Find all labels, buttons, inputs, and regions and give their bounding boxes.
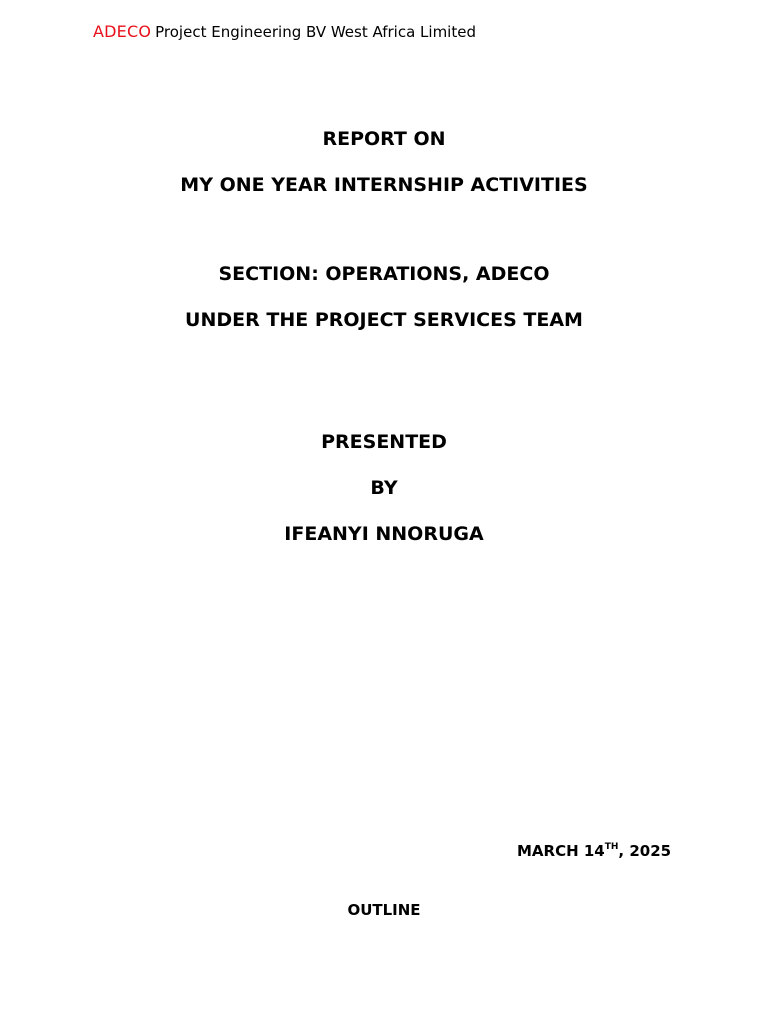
presented-line: PRESENTED: [321, 431, 447, 453]
author-name: IFEANYI NNORUGA: [284, 523, 484, 545]
outline-heading: OUTLINE: [347, 901, 421, 919]
section-line: SECTION: OPERATIONS, ADECO: [218, 263, 550, 285]
report-date: [517, 841, 671, 861]
company-name: Project Engineering BV West Africa Limited: [155, 23, 476, 41]
date-prefix: MARCH 14: [517, 842, 605, 860]
by-line: BY: [370, 477, 398, 499]
brand-name: ADECO: [93, 22, 152, 41]
report-subject-line: MY ONE YEAR INTERNSHIP ACTIVITIES: [180, 174, 588, 196]
report-title-line: REPORT ON: [322, 128, 446, 150]
page-header: [93, 22, 476, 42]
team-line: UNDER THE PROJECT SERVICES TEAM: [185, 309, 583, 331]
date-suffix: , 2025: [618, 842, 672, 860]
date-ordinal: TH: [604, 842, 619, 852]
